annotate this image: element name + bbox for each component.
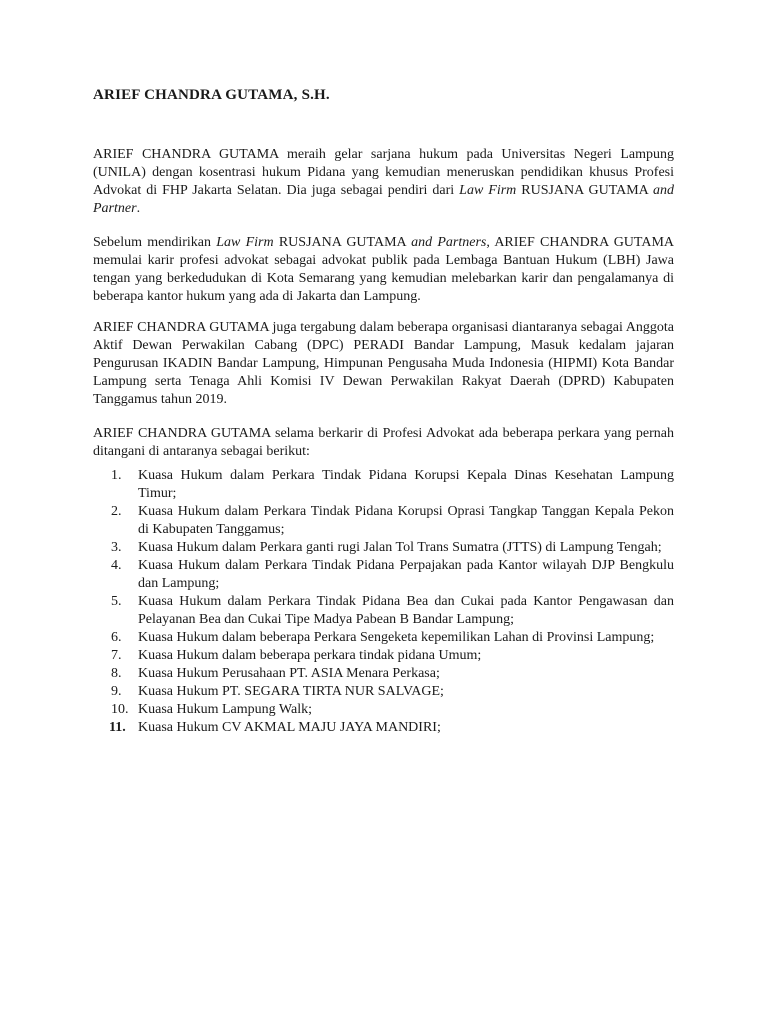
case-number: 2. [111, 504, 122, 519]
case-list-item [93, 467, 674, 503]
case-number: 1. [111, 468, 122, 483]
case-text: Kuasa Hukum Lampung Walk; [138, 702, 312, 717]
document-title: ARIEF CHANDRA GUTAMA, S.H. [93, 87, 330, 103]
case-list-item [93, 701, 674, 719]
case-text: Kuasa Hukum Perusahaan PT. ASIA Menara Perkasa; [138, 666, 440, 681]
emphasis-text: and Partners [411, 235, 487, 250]
case-list-item [93, 647, 674, 665]
paragraph-cases-intro: ARIEF CHANDRA GUTAMA selama berkarir di Profesi Advokat ada beberapa perkara yang pernah ditangani di antaranya sebagai berikut: [93, 426, 674, 459]
case-number: 7. [111, 648, 122, 663]
case-text: Kuasa Hukum dalam Perkara ganti rugi Jalan Tol Trans Sumatra (JTTS) di Lampung Tengah; [138, 540, 662, 555]
case-number: 5. [111, 594, 122, 609]
case-number: 11. [109, 720, 126, 735]
paragraph-organizations: ARIEF CHANDRA GUTAMA juga tergabung dalam beberapa organisasi diantaranya sebagai Anggota Aktif Dewan Perwakilan Cabang (DPC) PERADI Bandar Lampung, Masuk kedalam jajaran Pengurusan IKADIN Bandar Lampung, Himpunan Pengusaha Muda Indonesia (HIPMI) Kota Bandar Lampung serta Tenaga Ahli Komisi IV Dewan Perwakilan Rakyat Daerah (DPRD) Kabupaten Tanggamus tahun 2019. [93, 320, 674, 407]
case-list-item [93, 593, 674, 629]
case-number: 8. [111, 666, 122, 681]
case-list-item [93, 683, 674, 701]
case-number: 6. [111, 630, 122, 645]
emphasis-text: and Partner [93, 183, 674, 216]
case-list-item [93, 539, 674, 557]
paragraph-text: RUSJANA GUTAMA [516, 183, 653, 198]
case-number: 9. [111, 684, 122, 699]
paragraph-text: ARIEF CHANDRA GUTAMA meraih gelar sarjana hukum pada Universitas Negeri Lampung (UNILA) dengan kosentrasi hukum Pidana yang kemudian meneruskan pendidikan khusus Profesi Advokat di FHP Jakarta Selatan. Dia juga sebagai pendiri dari [93, 147, 674, 198]
case-text: Kuasa Hukum dalam Perkara Tindak Pidana Korupsi Oprasi Tangkap Tanggan Kepala Pekon di Kabupaten Tanggamus; [138, 504, 674, 537]
cases-list [93, 467, 674, 737]
case-text: Kuasa Hukum CV AKMAL MAJU JAYA MANDIRI; [138, 720, 441, 735]
case-list-item [93, 719, 674, 737]
case-text: Kuasa Hukum dalam beberapa perkara tindak pidana Umum; [138, 648, 482, 663]
case-text: Kuasa Hukum dalam Perkara Tindak Pidana Korupsi Kepala Dinas Kesehatan Lampung Timur; [138, 468, 674, 501]
case-number: 4. [111, 558, 122, 573]
emphasis-text: Law Firm [216, 235, 274, 250]
case-text: Kuasa Hukum dalam beberapa Perkara Sengeketa kepemilikan Lahan di Provinsi Lampung; [138, 630, 655, 645]
paragraph-text: , ARIEF CHANDRA GUTAMA memulai karir profesi advokat sebagai advokat publik pada Lembaga Bantuan Hukum (LBH) Jawa tengan yang berkedudukan di Kota Semarang yang kemudian melebarkan karir dan pengalamanya di beberapa kantor hukum yang ada di Jakarta dan Lampung. [93, 235, 675, 304]
emphasis-text: Law Firm [459, 183, 517, 198]
case-list-item [93, 629, 674, 647]
case-list-item [93, 503, 674, 539]
paragraph-text: . [136, 201, 141, 216]
case-text: Kuasa Hukum PT. SEGARA TIRTA NUR SALVAGE; [138, 684, 444, 699]
case-list-item [93, 557, 674, 593]
paragraph-career [93, 234, 674, 306]
case-text: Kuasa Hukum dalam Perkara Tindak Pidana Perpajakan pada Kantor wilayah DJP Bengkulu dan Lampung; [138, 558, 674, 591]
paragraph-text: Sebelum mendirikan [93, 235, 217, 250]
case-text: Kuasa Hukum dalam Perkara Tindak Pidana Bea dan Cukai pada Kantor Pengawasan dan Pelayanan Bea dan Cukai Tipe Madya Pabean B Bandar Lampung; [138, 594, 674, 627]
paragraph-education [93, 146, 674, 218]
case-list-item [93, 665, 674, 683]
document-body [93, 146, 674, 737]
case-number: 3. [111, 540, 122, 555]
case-number: 10. [111, 702, 129, 717]
paragraph-text: RUSJANA GUTAMA [273, 235, 412, 250]
